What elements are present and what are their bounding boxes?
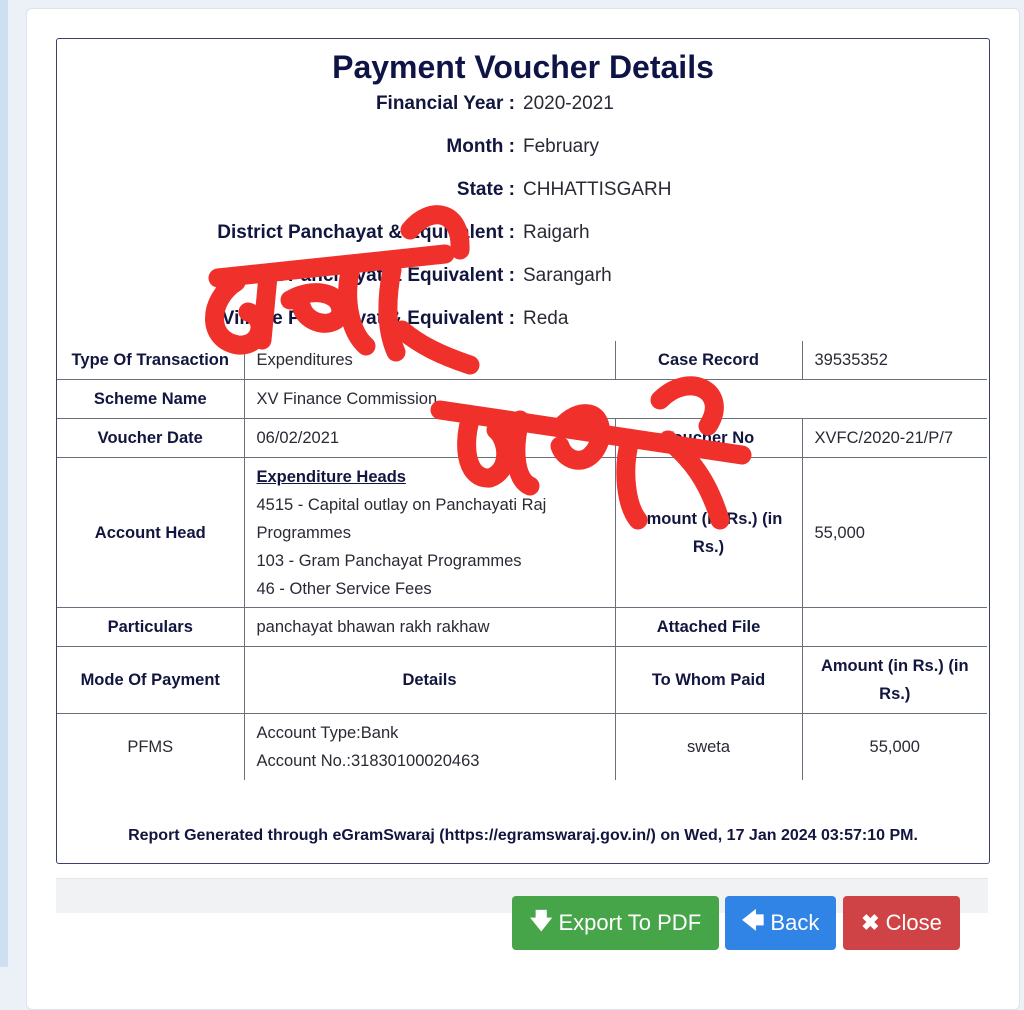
table-row (57, 380, 987, 419)
to-whom-paid-header: To Whom Paid (615, 647, 802, 714)
expenditure-heads-title: Expenditure Heads (256, 467, 406, 486)
close-icon: ✖ (861, 910, 880, 935)
table-row (57, 419, 987, 458)
voucher-date-label: Voucher Date (57, 419, 244, 458)
attached-file-label: Attached File (615, 608, 802, 647)
type-label: Type Of Transaction (57, 341, 244, 380)
payment-amount-value: 55,000 (802, 714, 987, 781)
voucher-no-value: XVFC/2020-21/P/7 (802, 419, 987, 458)
info-value: CHHATTISGARH (523, 179, 672, 200)
info-financial-year (57, 93, 989, 123)
info-value: 2020-2021 (523, 93, 614, 114)
voucher-no-label: Voucher No (615, 419, 802, 458)
attached-file-value (802, 608, 987, 647)
info-value: February (523, 136, 600, 157)
info-value: Sarangarh (523, 265, 612, 286)
export-to-pdf-button[interactable] (512, 896, 719, 950)
case-value: 39535352 (814, 351, 888, 369)
table-header-row (57, 647, 987, 714)
amount-label: Amount (in Rs.) (in Rs.) (615, 458, 802, 608)
mode-of-payment-value: PFMS (57, 714, 244, 781)
voucher-table (57, 341, 987, 780)
info-month (57, 136, 989, 166)
case-label: Case Record (615, 341, 802, 380)
account-head-value (244, 458, 615, 608)
page-title: Payment Voucher Details (332, 49, 714, 85)
info-district-panchayat (57, 222, 989, 252)
expenditure-head-item: 46 - Other Service Fees (256, 579, 432, 598)
mode-of-payment-header: Mode Of Payment (57, 647, 244, 714)
expenditure-head-item: 103 - Gram Panchayat Programmes (256, 551, 522, 570)
arrow-down-icon: 🡇 (529, 908, 553, 933)
amount-header: Amount (in Rs.) (in Rs.) (802, 647, 987, 714)
info-block-panchayat (57, 265, 989, 295)
payment-voucher (56, 38, 990, 864)
left-edge-strip (0, 0, 8, 967)
table-row (57, 341, 987, 380)
account-head-label: Account Head (57, 458, 244, 608)
back-button[interactable] (725, 896, 836, 950)
info-label: Village Panchayat & Equivalent : (221, 308, 515, 329)
close-label: Close (885, 910, 942, 935)
table-row (57, 458, 987, 608)
export-label: Export To PDF (558, 910, 702, 935)
to-whom-paid-value: sweta (615, 714, 802, 781)
account-number: Account No.:31830100020463 (256, 752, 480, 770)
particulars-value: panchayat bhawan rakh rakhaw (244, 608, 615, 647)
type-value: Expenditures (244, 341, 615, 380)
report-footer: Report Generated through eGramSwaraj (https://egramswaraj.gov.in/) on Wed, 17 Jan 2024 03:57:10 PM. (128, 827, 918, 844)
amount-value: 55,000 (802, 458, 987, 608)
voucher-date-value: 06/02/2021 (244, 419, 615, 458)
info-label: Month : (446, 136, 515, 157)
scheme-value: XV Finance Commission (244, 380, 987, 419)
info-value: Reda (523, 308, 569, 329)
account-type: Account Type:Bank (256, 724, 399, 742)
info-label: State : (456, 179, 515, 200)
details-header: Details (244, 647, 615, 714)
scheme-label: Scheme Name (57, 380, 244, 419)
info-label: Financial Year : (375, 93, 515, 114)
close-button[interactable] (843, 896, 960, 950)
arrow-left-icon: 🡄 (741, 908, 765, 933)
back-label: Back (770, 910, 820, 935)
info-value: Raigarh (523, 222, 590, 243)
expenditure-head-item: 4515 - Capital outlay on Panchayati Raj Programmes (256, 495, 547, 542)
info-state (57, 179, 989, 209)
particulars-label: Particulars (57, 608, 244, 647)
table-row (57, 608, 987, 647)
info-label: Block Panchayat & Equivalent : (230, 265, 515, 286)
info-label: District Panchayat & Equivalent : (217, 222, 515, 243)
table-row (57, 714, 987, 781)
info-village-panchayat (57, 308, 989, 338)
payment-details (244, 714, 615, 781)
